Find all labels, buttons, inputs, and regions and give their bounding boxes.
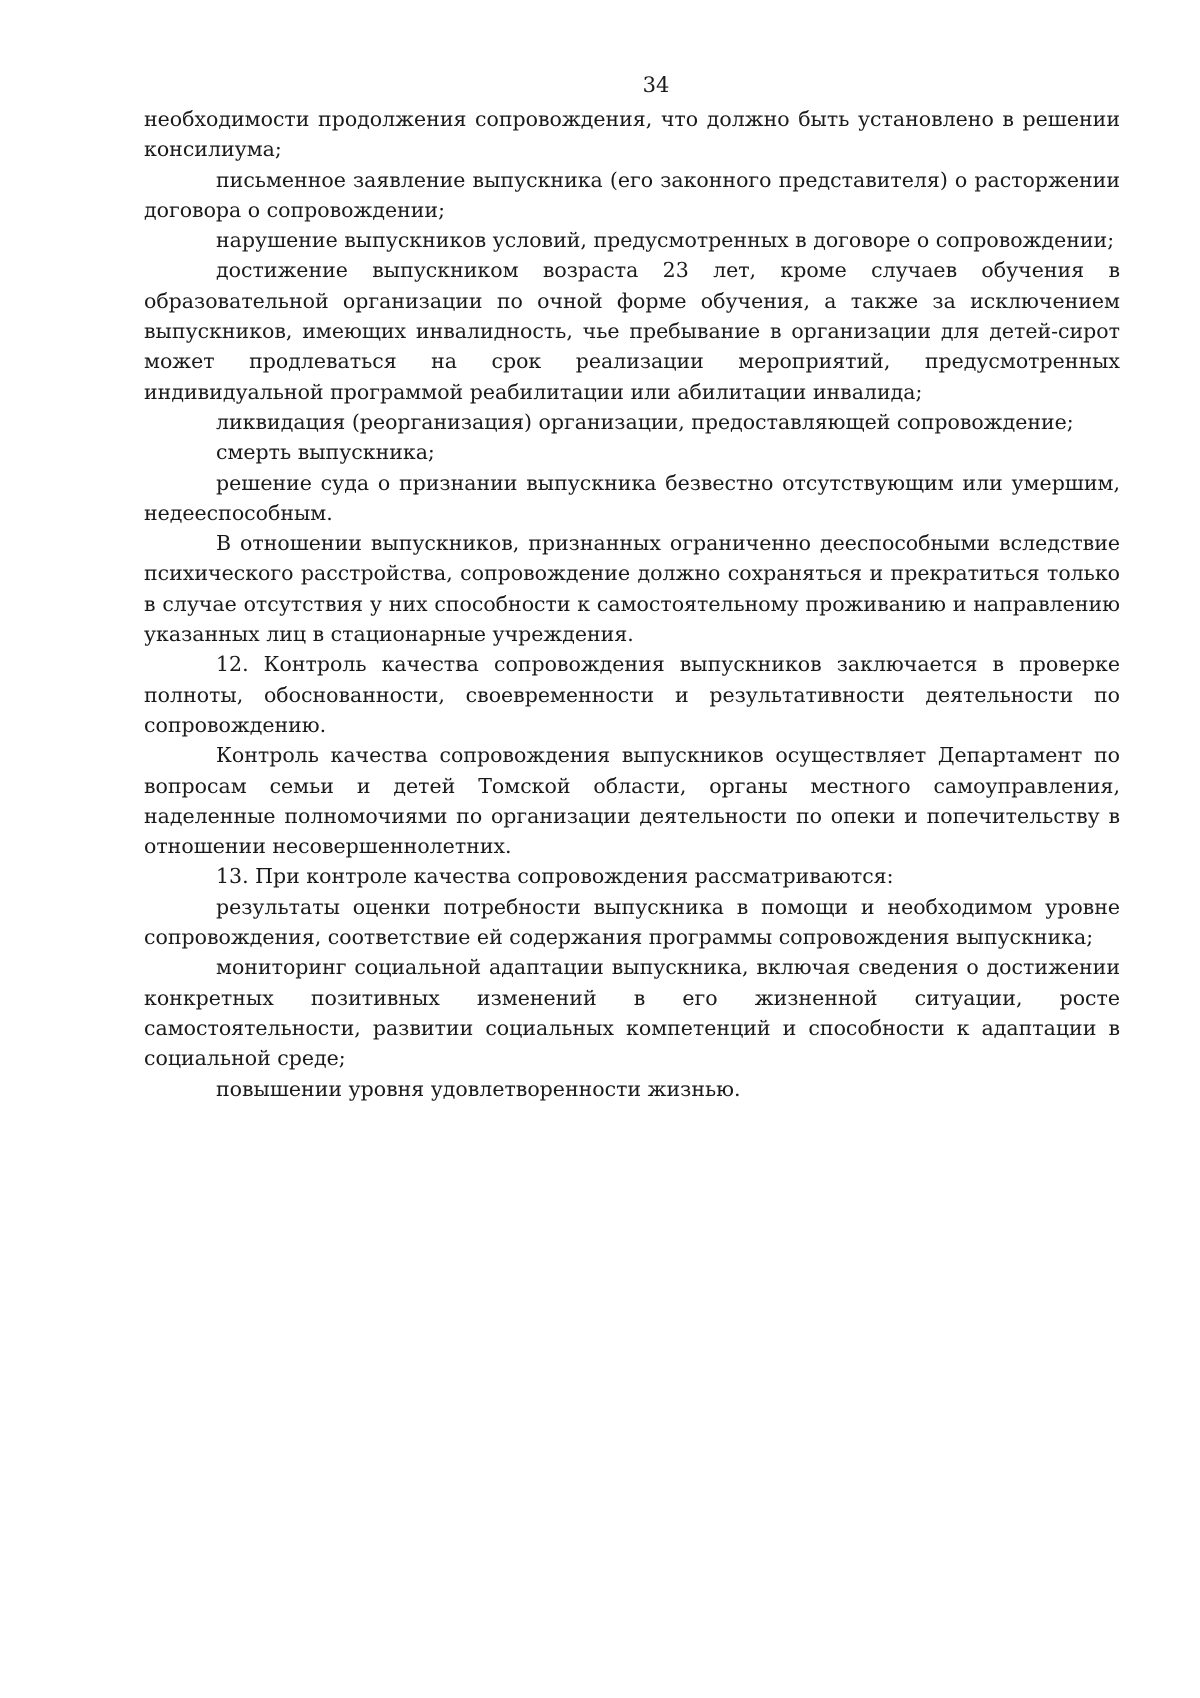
paragraph-written-application: письменное заявление выпускника (его законного представителя) о расторжении договора о сопровождении; — [144, 167, 1120, 222]
paragraph-assessment-results: результаты оценки потребности выпускника в помощи и необходимом уровне сопровождения, соответствие ей содержания программы сопровождения выпускника; — [144, 894, 1120, 950]
paragraph-court-decision: решение суда о признании выпускника безвестно отсутствующим или умершим, недееспособным. — [144, 470, 1120, 525]
document-page — [144, 70, 1120, 1104]
paragraph-continuation: необходимости продолжения сопровождения, что должно быть установлено в решении консилиума; — [144, 107, 1120, 162]
paragraph-limited-capacity: В отношении выпускников, признанных ограниченно дееспособными вследствие психического расстройства, сопровождение должно сохраняться и прекратиться только в случае отсутствия у них способности к самостоятельному проживанию и направлению указанных лиц в стационарные учреждения. — [144, 531, 1120, 647]
paragraph-section-12: 12. Контроль качества сопровождения выпускников заключается в проверке полноты, обоснованности, своевременности и результативности деятельности по сопровождению. — [144, 652, 1120, 737]
paragraph-control-authority: Контроль качества сопровождения выпускников осуществляет Департамент по вопросам семьи и детей Томской области, органы местного самоуправления, наделенные полномочиями по организации деятельности по опеки и попечительству в отношении несовершеннолетних. — [144, 743, 1120, 859]
paragraph-violation: нарушение выпускников условий, предусмотренных в договоре о сопровождении; — [216, 228, 1115, 253]
paragraph-age-limit: достижение выпускником возраста 23 лет, кроме случаев обучения в образовательной организации по очной форме обучения, а также за исключением выпускников, имеющих инвалидность, чье пребывание в организации для детей-сирот может продлеваться на срок реализации мероприятий, предусмотренных индивидуальной программой реабилитации или абилитации инвалида; — [144, 258, 1120, 404]
paragraph-death: смерть выпускника; — [216, 440, 435, 465]
page-number: 34 — [642, 73, 670, 97]
paragraph-liquidation: ликвидация (реорганизация) организации, предоставляющей сопровождение; — [216, 409, 1074, 434]
paragraph-section-13: 13. При контроле качества сопровождения рассматриваются: — [216, 864, 894, 889]
paragraph-life-satisfaction: повышении уровня удовлетворенности жизнью. — [216, 1076, 741, 1101]
paragraph-monitoring: мониторинг социальной адаптации выпускника, включая сведения о достижении конкретных позитивных изменений в его жизненной ситуации, росте самостоятельности, развитии социальных компетенций и способности к адаптации в социальной среде; — [144, 955, 1120, 1071]
